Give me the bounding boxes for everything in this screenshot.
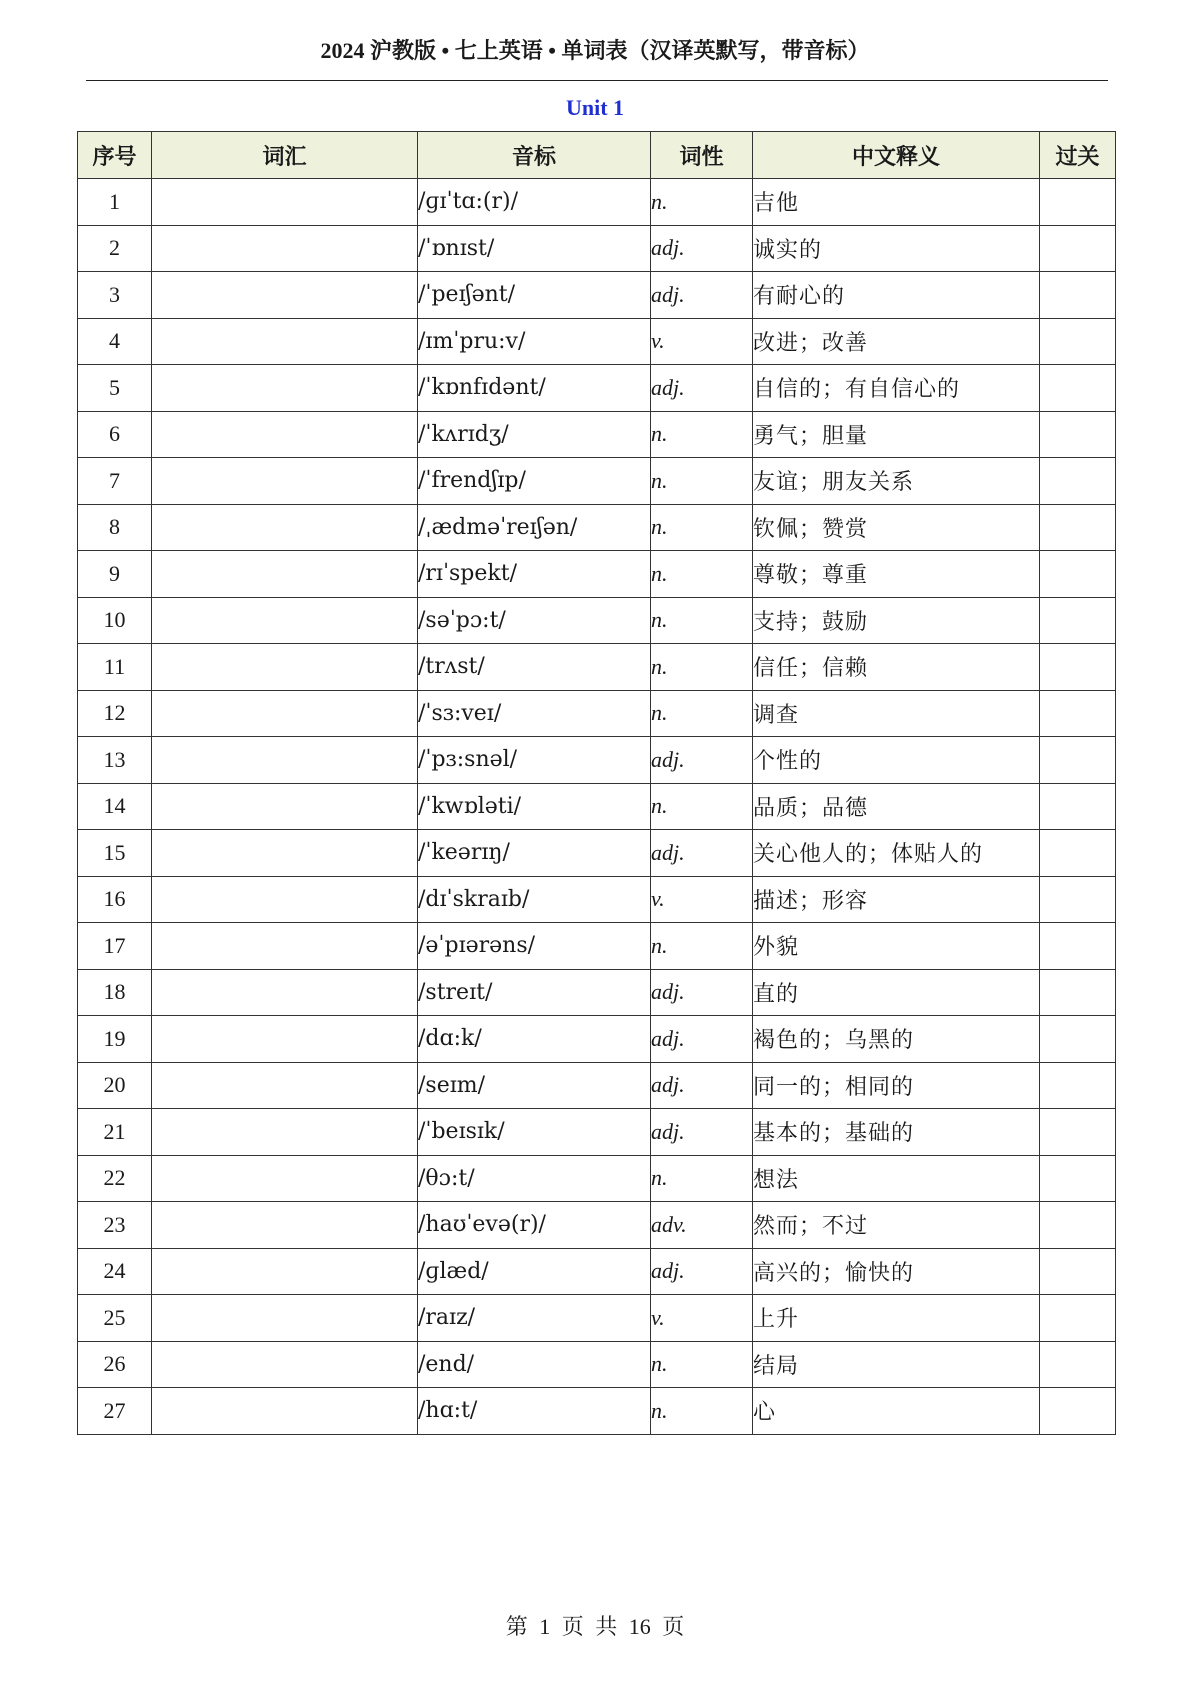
part-of-speech-cell: adj.	[651, 225, 753, 272]
phonetic-cell: /ɪmˈpru:v/	[418, 318, 651, 365]
part-of-speech-cell: n.	[651, 179, 753, 226]
phonetic-cell: /hɑ:t/	[418, 1388, 651, 1435]
column-header-number: 序号	[78, 132, 152, 179]
table-row	[78, 783, 1116, 830]
row-number: 20	[78, 1062, 152, 1109]
row-number: 7	[78, 458, 152, 505]
word-answer-cell[interactable]	[152, 737, 418, 784]
row-number: 17	[78, 923, 152, 970]
word-answer-cell[interactable]	[152, 830, 418, 877]
phonetic-cell: /dɪˈskraɪb/	[418, 876, 651, 923]
row-number: 21	[78, 1109, 152, 1156]
row-number: 25	[78, 1295, 152, 1342]
row-number: 18	[78, 969, 152, 1016]
pass-check-cell[interactable]	[1040, 1202, 1116, 1249]
word-answer-cell[interactable]	[152, 551, 418, 598]
table-row	[78, 830, 1116, 877]
chinese-meaning-cell: 外貌	[753, 923, 1040, 970]
phonetic-cell: /seɪm/	[418, 1062, 651, 1109]
part-of-speech-cell: adj.	[651, 272, 753, 319]
chinese-meaning-cell: 心	[753, 1388, 1040, 1435]
pass-check-cell[interactable]	[1040, 1341, 1116, 1388]
column-header-pass: 过关	[1040, 132, 1116, 179]
table-row	[78, 504, 1116, 551]
row-number: 16	[78, 876, 152, 923]
word-answer-cell[interactable]	[152, 1155, 418, 1202]
page-title: 2024 沪教版 • 七上英语 • 单词表（汉译英默写，带音标）	[320, 38, 870, 63]
pass-check-cell[interactable]	[1040, 783, 1116, 830]
row-number: 22	[78, 1155, 152, 1202]
phonetic-cell: /trʌst/	[418, 644, 651, 691]
chinese-meaning-cell: 尊敬；尊重	[753, 551, 1040, 598]
part-of-speech-cell: adj.	[651, 1248, 753, 1295]
table-row	[78, 1388, 1116, 1435]
word-answer-cell[interactable]	[152, 969, 418, 1016]
pass-check-cell[interactable]	[1040, 179, 1116, 226]
chinese-meaning-cell: 勇气；胆量	[753, 411, 1040, 458]
row-number: 9	[78, 551, 152, 598]
pass-check-cell[interactable]	[1040, 411, 1116, 458]
chinese-meaning-cell: 结局	[753, 1341, 1040, 1388]
row-number: 15	[78, 830, 152, 877]
part-of-speech-cell: n.	[651, 411, 753, 458]
part-of-speech-cell: n.	[651, 551, 753, 598]
row-number: 14	[78, 783, 152, 830]
table-row	[78, 1341, 1116, 1388]
pass-check-cell[interactable]	[1040, 969, 1116, 1016]
table-row	[78, 365, 1116, 412]
phonetic-cell: /streɪt/	[418, 969, 651, 1016]
pass-check-cell[interactable]	[1040, 551, 1116, 598]
row-number: 6	[78, 411, 152, 458]
word-answer-cell[interactable]	[152, 318, 418, 365]
chinese-meaning-cell: 调查	[753, 690, 1040, 737]
pass-check-cell[interactable]	[1040, 272, 1116, 319]
row-number: 23	[78, 1202, 152, 1249]
part-of-speech-cell: n.	[651, 1341, 753, 1388]
phonetic-cell: /θɔ:t/	[418, 1155, 651, 1202]
unit-heading: Unit 1	[565, 95, 625, 120]
row-number: 19	[78, 1016, 152, 1063]
pass-check-cell[interactable]	[1040, 318, 1116, 365]
row-number: 2	[78, 225, 152, 272]
word-answer-cell[interactable]	[152, 179, 418, 226]
phonetic-cell: /haʊˈevə(r)/	[418, 1202, 651, 1249]
row-number: 4	[78, 318, 152, 365]
pass-check-cell[interactable]	[1040, 690, 1116, 737]
table-row	[78, 1109, 1116, 1156]
word-answer-cell[interactable]	[152, 504, 418, 551]
chinese-meaning-cell: 诚实的	[753, 225, 1040, 272]
table-header-row	[78, 132, 1116, 179]
word-answer-cell[interactable]	[152, 458, 418, 505]
table-row	[78, 318, 1116, 365]
word-answer-cell[interactable]	[152, 1202, 418, 1249]
word-answer-cell[interactable]	[152, 923, 418, 970]
row-number: 3	[78, 272, 152, 319]
chinese-meaning-cell: 高兴的；愉快的	[753, 1248, 1040, 1295]
part-of-speech-cell: n.	[651, 783, 753, 830]
chinese-meaning-cell: 描述；形容	[753, 876, 1040, 923]
part-of-speech-cell: n.	[651, 458, 753, 505]
row-number: 10	[78, 597, 152, 644]
word-answer-cell[interactable]	[152, 1248, 418, 1295]
phonetic-cell: /ˈkɒnfɪdənt/	[418, 365, 651, 412]
word-answer-cell[interactable]	[152, 1062, 418, 1109]
word-answer-cell[interactable]	[152, 411, 418, 458]
pass-check-cell[interactable]	[1040, 365, 1116, 412]
word-answer-cell[interactable]	[152, 690, 418, 737]
part-of-speech-cell: n.	[651, 923, 753, 970]
row-number: 11	[78, 644, 152, 691]
phonetic-cell: /ˈkʌrɪdʒ/	[418, 411, 651, 458]
chinese-meaning-cell: 支持；鼓励	[753, 597, 1040, 644]
part-of-speech-cell: n.	[651, 504, 753, 551]
part-of-speech-cell: adj.	[651, 1109, 753, 1156]
chinese-meaning-cell: 基本的；基础的	[753, 1109, 1040, 1156]
chinese-meaning-cell: 改进；改善	[753, 318, 1040, 365]
phonetic-cell: /ˈkwɒləti/	[418, 783, 651, 830]
phonetic-cell: /raɪz/	[418, 1295, 651, 1342]
chinese-meaning-cell: 有耐心的	[753, 272, 1040, 319]
pass-check-cell[interactable]	[1040, 504, 1116, 551]
chinese-meaning-cell: 想法	[753, 1155, 1040, 1202]
table-row	[78, 411, 1116, 458]
pass-check-cell[interactable]	[1040, 1016, 1116, 1063]
pass-check-cell[interactable]	[1040, 923, 1116, 970]
part-of-speech-cell: n.	[651, 1388, 753, 1435]
phonetic-cell: /ˈsɜ:veɪ/	[418, 690, 651, 737]
pass-check-cell[interactable]	[1040, 1062, 1116, 1109]
part-of-speech-cell: n.	[651, 644, 753, 691]
phonetic-cell: /ˈbeɪsɪk/	[418, 1109, 651, 1156]
row-number: 27	[78, 1388, 152, 1435]
table-row	[78, 644, 1116, 691]
row-number: 1	[78, 179, 152, 226]
pass-check-cell[interactable]	[1040, 225, 1116, 272]
word-answer-cell[interactable]	[152, 272, 418, 319]
pass-check-cell[interactable]	[1040, 458, 1116, 505]
part-of-speech-cell: adj.	[651, 1016, 753, 1063]
pass-check-cell[interactable]	[1040, 1248, 1116, 1295]
title-divider	[86, 80, 1108, 81]
page-footer: 第 1 页 共 16 页	[505, 1614, 685, 1639]
table-row	[78, 551, 1116, 598]
column-header-chinese-meaning: 中文释义	[753, 132, 1040, 179]
phonetic-cell: /əˈpɪərəns/	[418, 923, 651, 970]
phonetic-cell: /ˈfrendʃɪp/	[418, 458, 651, 505]
part-of-speech-cell: adj.	[651, 969, 753, 1016]
phonetic-cell: /səˈpɔ:t/	[418, 597, 651, 644]
phonetic-cell: /end/	[418, 1341, 651, 1388]
row-number: 5	[78, 365, 152, 412]
chinese-meaning-cell: 褐色的；乌黑的	[753, 1016, 1040, 1063]
chinese-meaning-cell: 自信的；有自信心的	[753, 365, 1040, 412]
column-header-part-of-speech: 词性	[651, 132, 753, 179]
word-answer-cell[interactable]	[152, 876, 418, 923]
pass-check-cell[interactable]	[1040, 1109, 1116, 1156]
table-row	[78, 923, 1116, 970]
word-answer-cell[interactable]	[152, 1016, 418, 1063]
part-of-speech-cell: adj.	[651, 365, 753, 412]
table-row	[78, 1202, 1116, 1249]
column-header-phonetic: 音标	[418, 132, 651, 179]
column-header-word: 词汇	[152, 132, 418, 179]
word-answer-cell[interactable]	[152, 1341, 418, 1388]
part-of-speech-cell: adj.	[651, 737, 753, 784]
row-number: 24	[78, 1248, 152, 1295]
row-number: 8	[78, 504, 152, 551]
table-row	[78, 1248, 1116, 1295]
pass-check-cell[interactable]	[1040, 597, 1116, 644]
word-answer-cell[interactable]	[152, 365, 418, 412]
chinese-meaning-cell: 关心他人的；体贴人的	[753, 830, 1040, 877]
word-answer-cell[interactable]	[152, 644, 418, 691]
chinese-meaning-cell: 信任；信赖	[753, 644, 1040, 691]
pass-check-cell[interactable]	[1040, 1388, 1116, 1435]
part-of-speech-cell: n.	[651, 1155, 753, 1202]
pass-check-cell[interactable]	[1040, 644, 1116, 691]
part-of-speech-cell: adj.	[651, 1062, 753, 1109]
part-of-speech-cell: n.	[651, 690, 753, 737]
chinese-meaning-cell: 钦佩；赞赏	[753, 504, 1040, 551]
table-row	[78, 969, 1116, 1016]
table-row	[78, 690, 1116, 737]
table-row	[78, 1155, 1116, 1202]
part-of-speech-cell: n.	[651, 597, 753, 644]
part-of-speech-cell: v.	[651, 876, 753, 923]
word-answer-cell[interactable]	[152, 783, 418, 830]
part-of-speech-cell: v.	[651, 1295, 753, 1342]
table-row	[78, 737, 1116, 784]
pass-check-cell[interactable]	[1040, 1155, 1116, 1202]
phonetic-cell: /ˈkeərɪŋ/	[418, 830, 651, 877]
row-number: 13	[78, 737, 152, 784]
chinese-meaning-cell: 吉他	[753, 179, 1040, 226]
phonetic-cell: /ˈɒnɪst/	[418, 225, 651, 272]
chinese-meaning-cell: 然而；不过	[753, 1202, 1040, 1249]
phonetic-cell: /rɪˈspekt/	[418, 551, 651, 598]
phonetic-cell: /dɑ:k/	[418, 1016, 651, 1063]
phonetic-cell: /ˌædməˈreɪʃən/	[418, 504, 651, 551]
chinese-meaning-cell: 个性的	[753, 737, 1040, 784]
phonetic-cell: /ɡɪˈtɑ:(r)/	[418, 179, 651, 226]
phonetic-cell: /ɡlæd/	[418, 1248, 651, 1295]
word-answer-cell[interactable]	[152, 597, 418, 644]
row-number: 12	[78, 690, 152, 737]
pass-check-cell[interactable]	[1040, 876, 1116, 923]
pass-check-cell[interactable]	[1040, 830, 1116, 877]
table-row	[78, 272, 1116, 319]
pass-check-cell[interactable]	[1040, 737, 1116, 784]
table-row	[78, 458, 1116, 505]
phonetic-cell: /ˈpɜ:snəl/	[418, 737, 651, 784]
vocabulary-table	[77, 131, 1116, 1435]
table-row	[78, 179, 1116, 226]
chinese-meaning-cell: 直的	[753, 969, 1040, 1016]
chinese-meaning-cell: 友谊；朋友关系	[753, 458, 1040, 505]
phonetic-cell: /ˈpeɪʃənt/	[418, 272, 651, 319]
table-row	[78, 876, 1116, 923]
chinese-meaning-cell: 同一的；相同的	[753, 1062, 1040, 1109]
word-answer-cell[interactable]	[152, 1295, 418, 1342]
table-row	[78, 1016, 1116, 1063]
word-answer-cell[interactable]	[152, 1388, 418, 1435]
table-row	[78, 597, 1116, 644]
pass-check-cell[interactable]	[1040, 1295, 1116, 1342]
part-of-speech-cell: adv.	[651, 1202, 753, 1249]
table-row	[78, 1062, 1116, 1109]
table-row	[78, 225, 1116, 272]
part-of-speech-cell: v.	[651, 318, 753, 365]
table-row	[78, 1295, 1116, 1342]
chinese-meaning-cell: 品质；品德	[753, 783, 1040, 830]
word-answer-cell[interactable]	[152, 1109, 418, 1156]
part-of-speech-cell: adj.	[651, 830, 753, 877]
row-number: 26	[78, 1341, 152, 1388]
word-answer-cell[interactable]	[152, 225, 418, 272]
chinese-meaning-cell: 上升	[753, 1295, 1040, 1342]
